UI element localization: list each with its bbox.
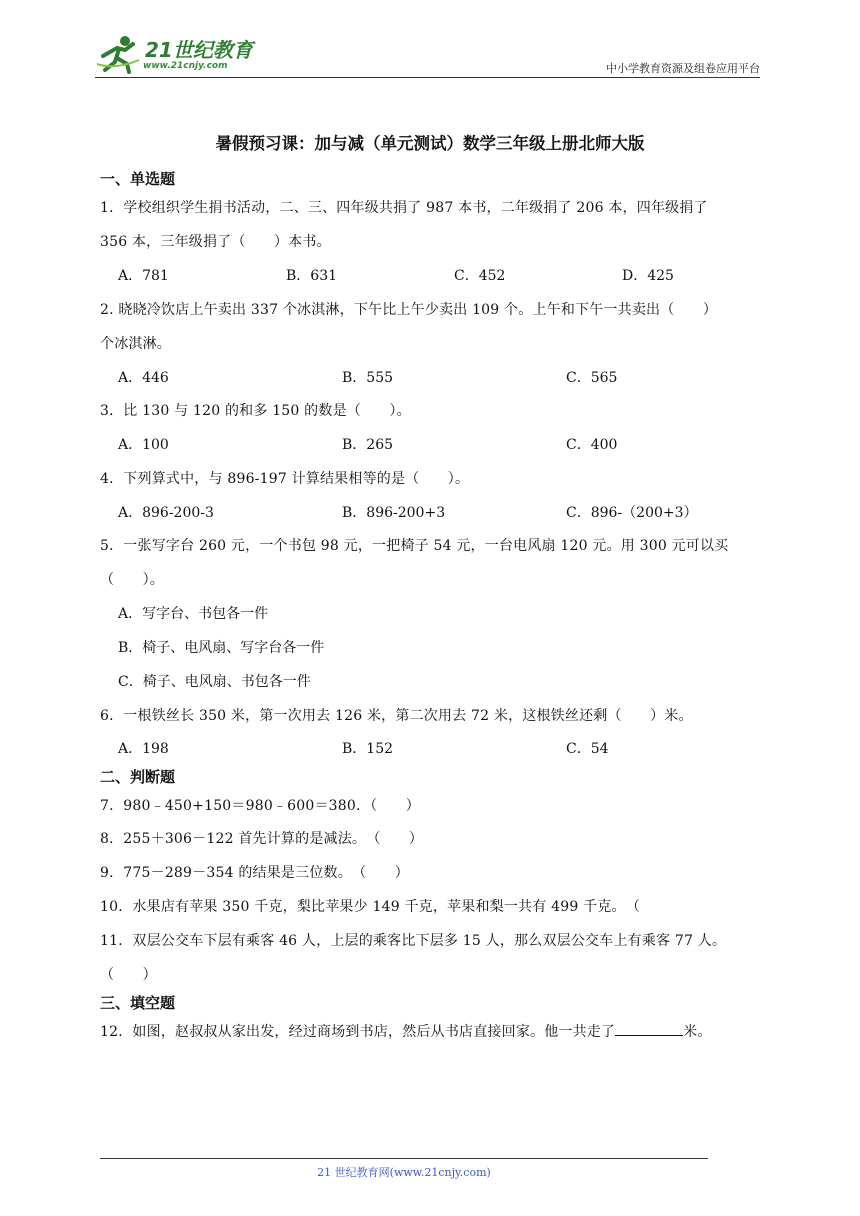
question-5-line-1: 5．一张写字台 260 元，一个书包 98 元，一把椅子 54 元，一台电风扇 120 元。用 300 元可以买 — [100, 538, 729, 554]
logo-text: 21世纪教育 — [145, 38, 253, 62]
question-5-option-a: A．写字台、书包各一件 — [118, 606, 269, 622]
question-3-option-a: A．100 — [118, 437, 169, 453]
question-1-option-a: A．781 — [118, 268, 169, 284]
question-6-line-1: 6．一根铁丝长 350 米，第一次用去 126 米，第二次用去 72 米，这根铁丝还剩（ ）米。 — [100, 708, 693, 724]
question-3-line-1: 3．比 130 与 120 的和多 150 的数是（ ）。 — [100, 403, 411, 419]
question-1-option-d: D．425 — [622, 268, 674, 284]
question-4-option-a: A．896-200-3 — [118, 505, 214, 521]
question-2-line-1: 2. 晓晓冷饮店上午卖出 337 个冰淇淋，下午比上午少卖出 109 个。上午和下午一共卖出（ ） — [100, 302, 718, 318]
question-6-option-b: B．152 — [342, 741, 394, 757]
question-11-line-2: （ ） — [100, 967, 157, 983]
question-1-line-1: 1．学校组织学生捐书活动，二、三、四年级共捐了 987 本书，二年级捐了 206 本，四年级捐了 — [100, 200, 708, 216]
question-1-option-c: C．452 — [454, 268, 506, 284]
question-9: 9．775－289－354 的结果是三位数。 （ ） — [100, 865, 409, 881]
question-5-line-2: （ ）。 — [100, 572, 164, 588]
question-1-line-2: 356 本，三年级捐了（ ）本书。 — [100, 234, 331, 250]
question-10: 10．水果店有苹果 350 千克，梨比苹果少 149 千克，苹果和梨一共有 499 千克。 （ — [100, 899, 641, 915]
question-12-answer-blank — [615, 1021, 683, 1036]
logo-url: www.21cnjy.com — [143, 61, 228, 71]
question-12-text: 12．如图，赵叔叔从家出发，经过商场到书店，然后从书店直接回家。他一共走了 — [100, 1024, 616, 1040]
question-12 — [100, 1021, 712, 1041]
question-4-line-1: 4．下列算式中，与 896-197 计算结果相等的是（ ）。 — [100, 471, 470, 487]
section-heading-true-false: 二、判断题 — [100, 768, 176, 786]
question-6-option-a: A．198 — [118, 741, 169, 757]
question-2-option-b: B．555 — [342, 370, 394, 386]
question-11-line-1: 11．双层公交车下层有乘客 46 人，上层的乘客比下层多 15 人，那么双层公交车上有乘客 77 人。 — [100, 933, 727, 949]
section-heading-single-choice: 一、单选题 — [100, 170, 176, 188]
question-2-option-c: C．565 — [566, 370, 618, 386]
question-5-option-c: C．椅子、电风扇、书包各一件 — [118, 674, 311, 690]
question-4-option-b: B．896-200+3 — [342, 505, 446, 521]
header-platform-text: 中小学教育资源及组卷应用平台 — [606, 62, 760, 75]
footer-divider — [100, 1158, 708, 1159]
question-2-line-2: 个冰淇淋。 — [100, 336, 171, 352]
question-2-option-a: A．446 — [118, 370, 169, 386]
question-3-option-b: B．265 — [342, 437, 394, 453]
question-7: 7．980﹣450+150＝980﹣600＝380．（ ） — [100, 798, 420, 814]
question-5-option-b: B．椅子、电风扇、写字台各一件 — [118, 640, 325, 656]
section-heading-fill-blank: 三、填空题 — [100, 994, 176, 1012]
runner-logo-icon — [95, 34, 143, 74]
question-12-unit: 米。 — [683, 1024, 712, 1040]
footer-text: 21 世纪教育网(www.21cnjy.com) — [317, 1166, 491, 1179]
question-3-option-c: C．400 — [566, 437, 618, 453]
page-header — [95, 30, 760, 80]
question-6-option-c: C．54 — [566, 741, 609, 757]
question-8: 8．255＋306－122 首先计算的是减法。 （ ） — [100, 831, 424, 847]
question-1-option-b: B．631 — [286, 268, 338, 284]
page-title: 暑假预习课：加与减（单元测试）数学三年级上册北师大版 — [215, 134, 645, 153]
question-4-option-c: C．896-（200+3） — [566, 505, 698, 521]
header-divider — [95, 77, 760, 78]
site-logo — [95, 34, 265, 74]
